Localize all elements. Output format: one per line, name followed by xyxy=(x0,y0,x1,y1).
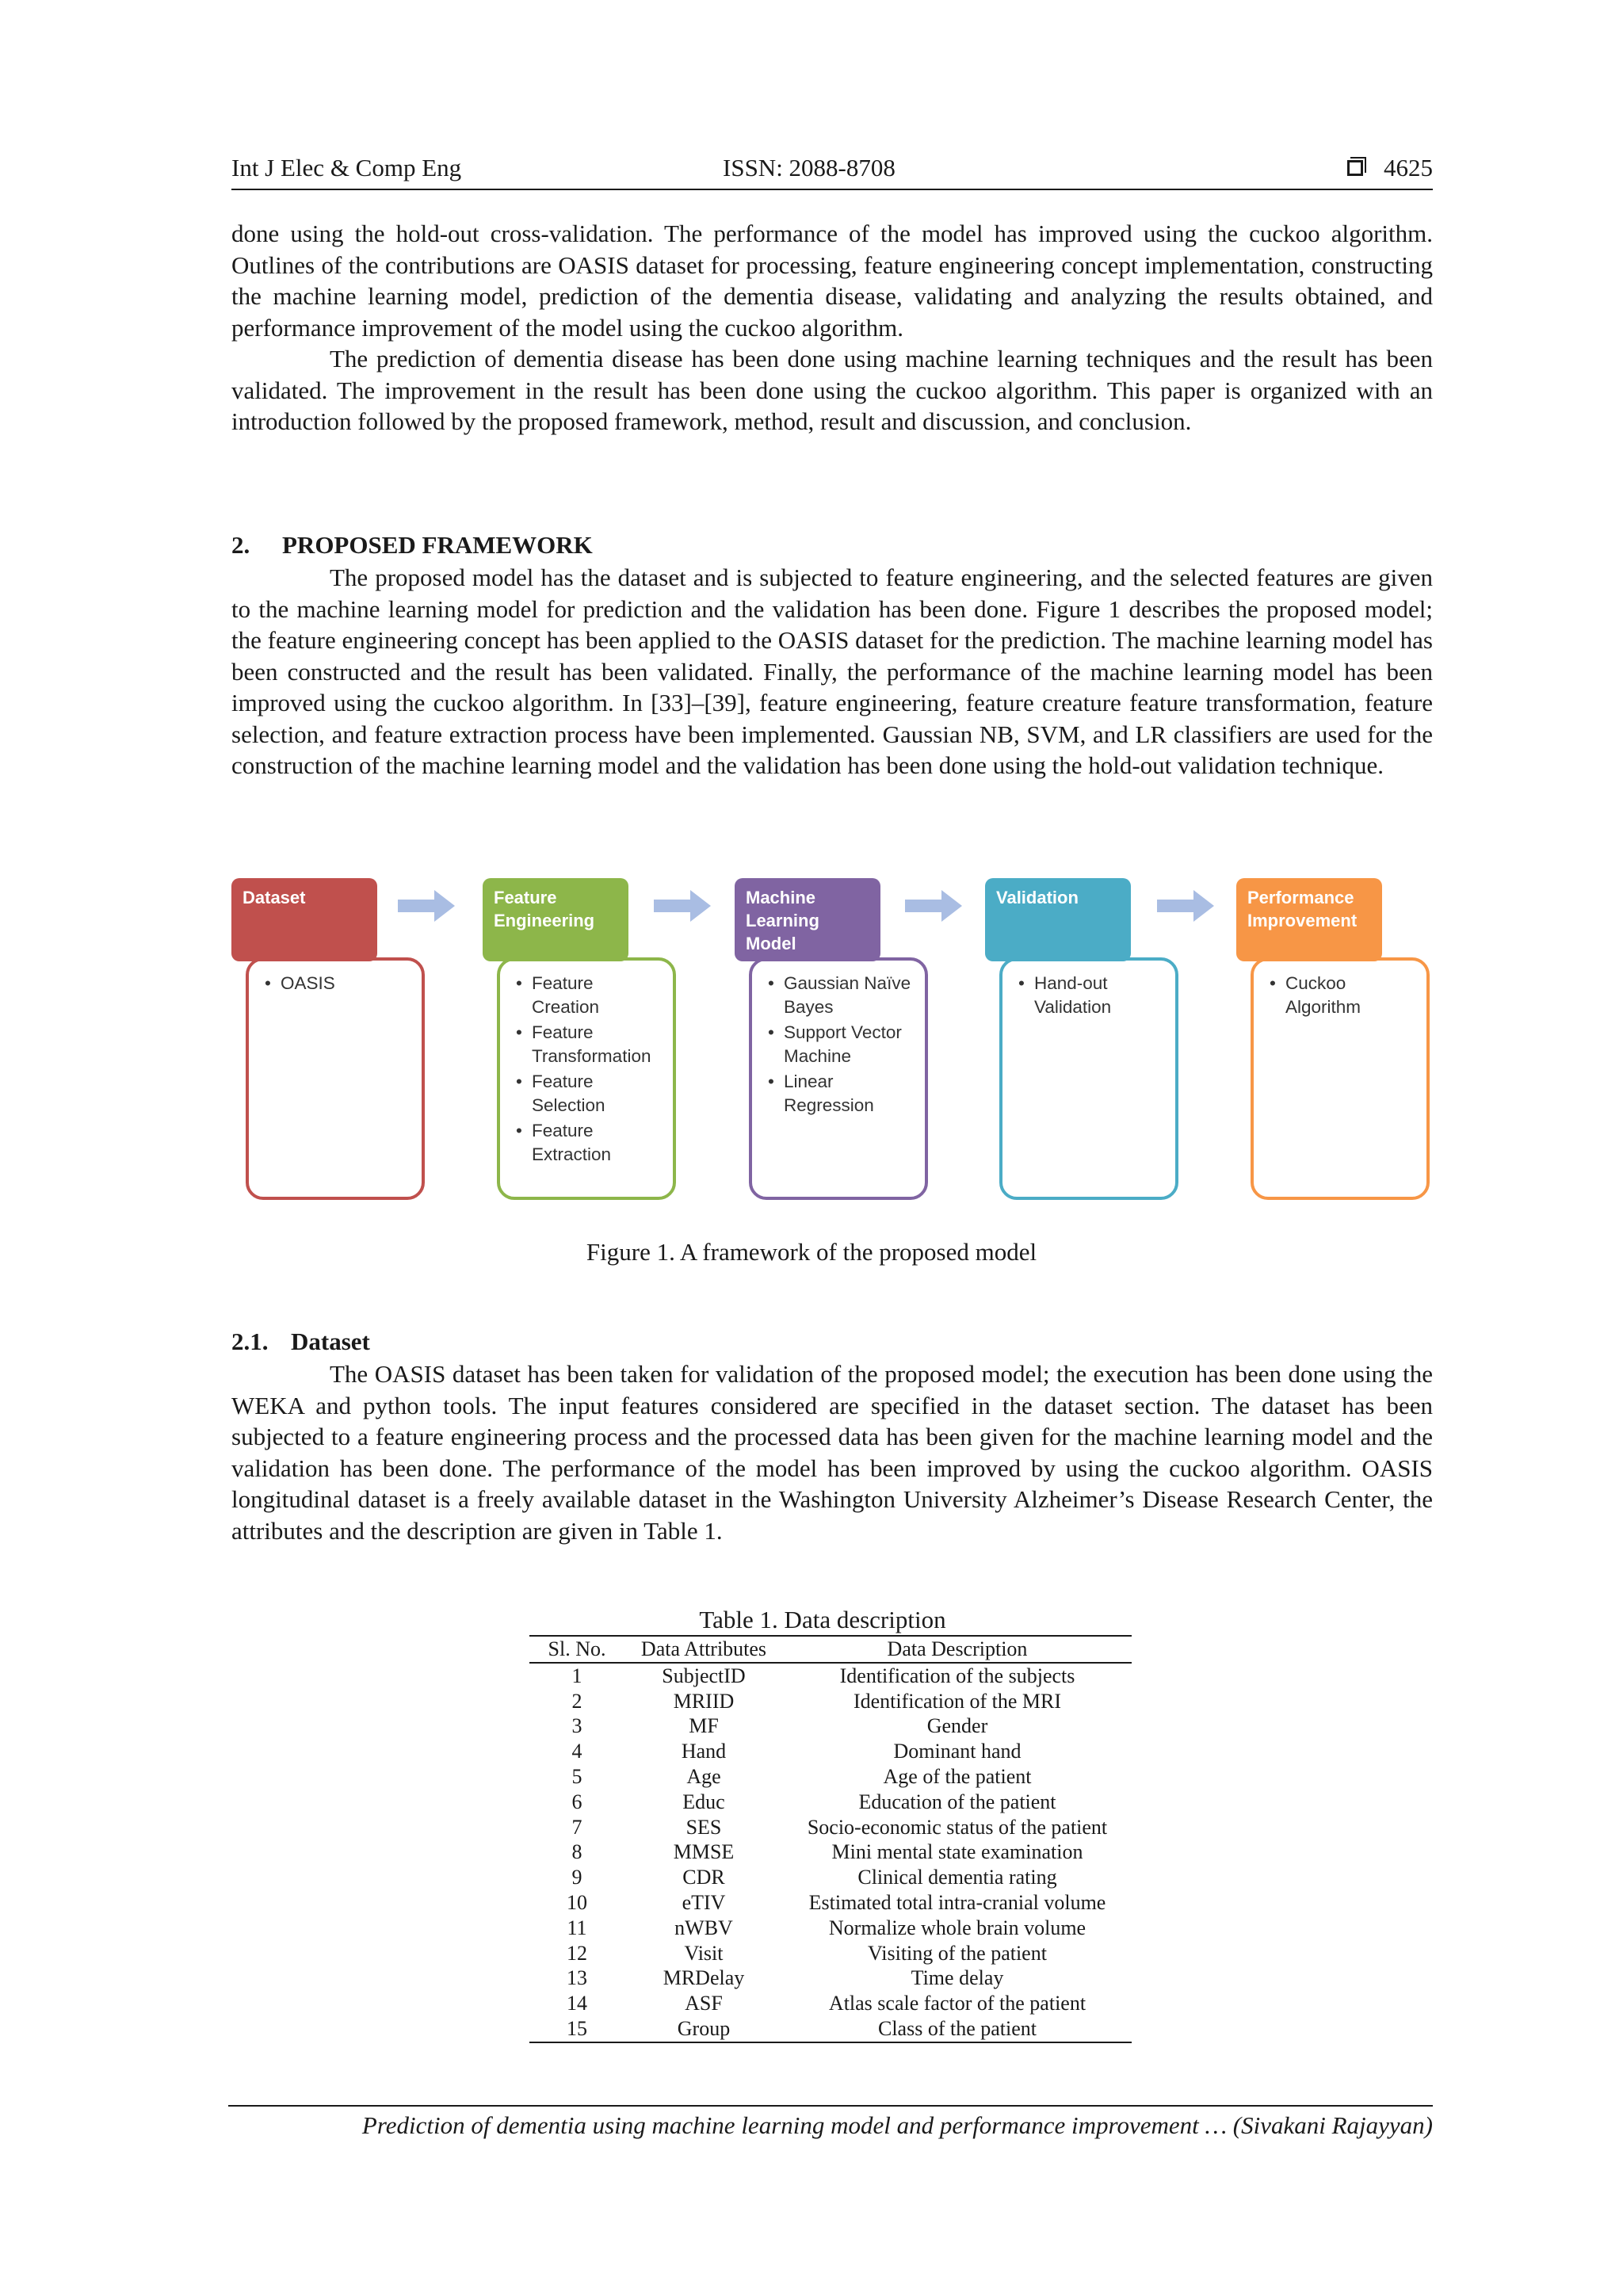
table-header-row xyxy=(529,1636,1132,1663)
right-arrow-icon xyxy=(1157,890,1214,922)
table-cell: Socio-economic status of the patient xyxy=(807,1815,1108,1839)
header-rule xyxy=(231,189,1433,190)
table-cell: 13 xyxy=(567,1966,587,1990)
table-cell: Dominant hand xyxy=(893,1740,1022,1763)
table-cell: 8 xyxy=(571,1840,582,1864)
issn: ISSN: 2088-8708 xyxy=(723,154,896,181)
stage-item: • Hand-out Validation xyxy=(1017,972,1167,1018)
section-heading-proposed-framework xyxy=(231,531,593,560)
paragraph-intro-1: done using the hold-out cross-validation. The performance of the model has improved using the cuckoo algorithm. Outlines of the contributions are OASIS dataset for processing, feature engineering concept implementation, constructing the machine learning model, prediction of the dementia disease, validating and analyzing the results obtained, and performance improvement of the model using the cuckoo algorithm. xyxy=(231,220,1433,342)
table-row xyxy=(529,1689,1132,1714)
table-cell: Identification of the subjects xyxy=(839,1664,1075,1687)
table-cell: 5 xyxy=(571,1764,582,1788)
table-cell: nWBV xyxy=(674,1916,733,1939)
table-cell: Time delay xyxy=(911,1966,1004,1990)
stage-item: • Feature Extraction xyxy=(514,1119,665,1166)
column-header: Sl. No. xyxy=(548,1637,606,1660)
stage-item: • Support Vector Machine xyxy=(766,1021,917,1068)
column-header: Data Attributes xyxy=(640,1637,767,1660)
data-table xyxy=(529,1635,1132,2043)
table-title: Table 1. Data description xyxy=(699,1606,946,1633)
page-header xyxy=(231,154,1433,190)
table-cell: Mini mental state examination xyxy=(831,1840,1083,1864)
stage-title: Feature Engineering xyxy=(483,878,628,961)
stage-body xyxy=(1251,957,1430,1200)
table-cell: SES xyxy=(685,1815,722,1839)
table-row xyxy=(529,1839,1132,1865)
section-number: 2. xyxy=(231,531,250,559)
table-cell: 3 xyxy=(571,1714,582,1738)
table-cell: ASF xyxy=(685,1992,723,2015)
table-cell: Clinical dementia rating xyxy=(857,1866,1057,1889)
table-cell: Estimated total intra-cranial volume xyxy=(808,1890,1106,1914)
stage-title: Validation xyxy=(985,878,1131,961)
section-title: Dataset xyxy=(291,1328,370,1355)
table-row xyxy=(529,1764,1132,1790)
table-cell: eTIV xyxy=(682,1890,726,1914)
table-cell: Hand xyxy=(681,1740,727,1763)
stage-body xyxy=(749,957,928,1200)
column-header: Data Description xyxy=(887,1637,1028,1660)
figure-caption: Figure 1. A framework of the proposed model xyxy=(586,1238,1037,1266)
right-arrow-icon xyxy=(398,890,455,922)
table-cell: Class of the patient xyxy=(877,2016,1037,2040)
stage-item: • Feature Selection xyxy=(514,1070,665,1117)
paragraph-intro-2: The prediction of dementia disease has been done using machine learning techniques and the result has been validated. The improvement in the result has been done using the cuckoo algorithm. This paper is organized with an introduction followed by the proposed framework, method, result and discussion, and conclusion. xyxy=(231,345,1433,435)
right-arrow-icon xyxy=(905,890,962,922)
stage-item: • Cuckoo Algorithm xyxy=(1268,972,1419,1018)
table-row xyxy=(529,1941,1132,1966)
stage-body xyxy=(246,957,425,1200)
table-cell: Visit xyxy=(684,1941,724,1965)
checkbox-square-icon xyxy=(1347,160,1363,176)
table-cell: Age of the patient xyxy=(883,1764,1032,1788)
table-row xyxy=(529,1991,1132,2016)
table-cell: MMSE xyxy=(673,1840,735,1864)
section-number: 2.1. xyxy=(231,1328,269,1355)
table-cell: Age xyxy=(686,1764,721,1788)
table-cell: MRIID xyxy=(673,1689,735,1713)
stage-body xyxy=(497,957,676,1200)
table-cell: Education of the patient xyxy=(858,1790,1056,1813)
footer-rule xyxy=(228,2105,1433,2107)
table-cell: 4 xyxy=(571,1740,582,1763)
table-row xyxy=(529,1916,1132,1941)
stage-item: • Feature Creation xyxy=(514,972,665,1018)
table-cell: 9 xyxy=(571,1866,582,1889)
stage-item: • OASIS xyxy=(263,972,414,995)
table-cell: MRDelay xyxy=(663,1966,745,1990)
journal-name: Int J Elec & Comp Eng xyxy=(231,154,462,181)
right-arrow-icon xyxy=(654,890,711,922)
table-cell: 1 xyxy=(571,1664,582,1687)
data-table-block xyxy=(529,1605,1132,2043)
stage-item: • Gaussian Naïve Bayes xyxy=(766,972,917,1018)
table-row xyxy=(529,1815,1132,1840)
table-cell: 7 xyxy=(571,1815,582,1839)
section-heading-dataset xyxy=(231,1328,370,1356)
table-cell: 12 xyxy=(567,1941,587,1965)
table-row xyxy=(529,1790,1132,1815)
page-number: 4625 xyxy=(1384,154,1433,181)
table-cell: 6 xyxy=(571,1790,582,1813)
table-cell: 11 xyxy=(567,1916,587,1939)
table-row xyxy=(529,1865,1132,1890)
section-title: PROPOSED FRAMEWORK xyxy=(282,531,593,559)
table-row xyxy=(529,1713,1132,1739)
framework-figure xyxy=(231,878,1436,1211)
table-cell: Group xyxy=(677,2016,731,2040)
table-row xyxy=(529,2016,1132,2042)
stage-item: • Feature Transformation xyxy=(514,1021,665,1068)
stage-title: Performance Improvement xyxy=(1236,878,1382,961)
table-row xyxy=(529,1663,1132,1689)
table-cell: 14 xyxy=(567,1992,587,2015)
stage-title: Machine Learning Model xyxy=(735,878,880,961)
table-cell: 2 xyxy=(571,1689,582,1713)
paragraph-framework: The proposed model has the dataset and is subjected to feature engineering, and the selected features are given to the machine learning model for prediction and the validation has been done. Figure 1 describes the proposed model; the feature engineering concept has been applied to the OASIS dataset for the prediction. The machine learning model has been constructed and the result has been validated. Finally, the performance of the machine learning model has been improved using the cuckoo algorithm. In [33]–[39], feature engineering, feature creature feature transformation, feature selection, and feature extraction process have been implemented. Gaussian NB, SVM, and LR classifiers are used for the construction of the machine learning model and the validation has been done using the hold-out validation technique. xyxy=(231,563,1433,779)
table-cell: 10 xyxy=(567,1890,587,1914)
stage-item: • Linear Regression xyxy=(766,1070,917,1117)
table-cell: Identification of the MRI xyxy=(853,1689,1062,1713)
table-row xyxy=(529,1890,1132,1916)
table-cell: Educ xyxy=(682,1790,725,1813)
table-cell: Atlas scale factor of the patient xyxy=(828,1992,1086,2015)
table-cell: SubjectID xyxy=(662,1664,746,1687)
table-cell: Gender xyxy=(926,1714,988,1738)
table-row xyxy=(529,1739,1132,1764)
table-cell: Visiting of the patient xyxy=(868,1941,1047,1965)
stage-body xyxy=(999,957,1178,1200)
table-cell: 15 xyxy=(567,2016,587,2040)
page-footer: Prediction of dementia using machine learning model and performance improvement … (Sivakani Rajayyan) xyxy=(361,2111,1433,2139)
table-cell: CDR xyxy=(682,1866,725,1889)
table-cell: MF xyxy=(689,1714,719,1738)
paragraph-dataset: The OASIS dataset has been taken for validation of the proposed model; the execution has been done using the WEKA and python tools. The input features considered are specified in the dataset section. The dataset has been subjected to a feature engineering process and the processed data has been given for the machine learning model and the validation has been done. The performance of the model has been improved by using the cuckoo algorithm. OASIS longitudinal dataset is a freely available dataset in the Washington University Alzheimer’s Disease Research Center, the attributes and the description are given in Table 1. xyxy=(231,1360,1433,1545)
stage-title: Dataset xyxy=(231,878,377,961)
table-row xyxy=(529,1966,1132,1991)
table-cell: Normalize whole brain volume xyxy=(828,1916,1086,1939)
